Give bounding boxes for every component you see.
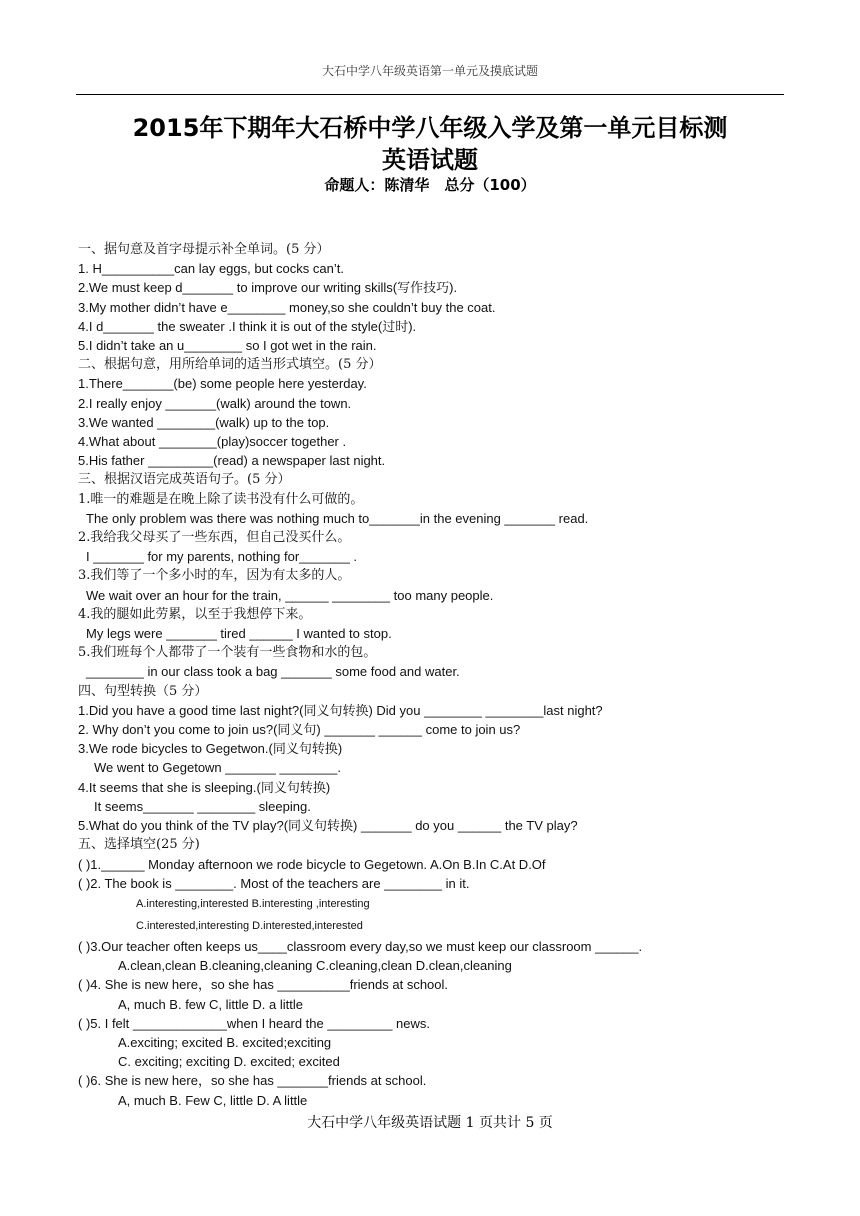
section-line: 4.我的腿如此劳累，以至于我想停下来。 [78, 606, 312, 622]
question-line: 4.It seems that she is sleeping.(同义句转换) [78, 779, 331, 795]
exam-subtitle: 英语试题 [382, 146, 478, 174]
section-line: 2.我给我父母买了一些东西，但自己没买什么。 [78, 530, 351, 546]
question-line: 4.I d_______ the sweater .I think it is out of the style(过时). [78, 318, 417, 334]
exam-body [78, 240, 778, 1110]
question-line: 5.His father _________(read) a newspaper last night. [78, 453, 386, 469]
question-line: 3.My mother didn’t have e________ money,so she couldn’t buy the coat. [78, 299, 496, 315]
question-line: ( )5. I felt _____________when I heard the _________ news. [78, 1015, 430, 1031]
question-line: 2.We must keep d_______ to improve our writing skills(写作技巧). [78, 280, 458, 296]
running-header: 大石中学八年级英语第一单元及摸底试题 [321, 64, 538, 78]
section-line: 3.我们等了一个多小时的车，因为有太多的人。 [78, 568, 351, 584]
question-line: 3.We rode bicycles to Gegetwon.(同义句转换) [78, 741, 343, 757]
question-line: A, much B. Few C, little D. A little [118, 1092, 308, 1108]
question-line: A.exciting; excited B. excited;exciting [118, 1034, 332, 1050]
question-line: ( )6. She is new here，so she has _______friends at school. [78, 1073, 427, 1089]
section-line: 一、据句意及首字母提示补全单词。(5 分） [78, 242, 330, 257]
question-line: We wait over an hour for the train, ______ ________ too many people. [86, 587, 494, 603]
section-line: 1.唯一的难题是在晚上除了读书没有什么可做的。 [78, 491, 364, 507]
question-line: C.interested,interesting D.interested,interested [136, 919, 363, 932]
question-line: 5.What do you think of the TV play?(同义句转换) _______ do you ______ the TV play? [78, 818, 578, 834]
question-line: The only problem was there was nothing much to_______in the evening _______ read. [86, 510, 589, 526]
question-line: A.clean,clean B.cleaning,cleaning C.cleaning,clean D.clean,cleaning [118, 958, 512, 974]
question-line: 1.Did you have a good time last night?(同义句转换) Did you ________ ________last night? [78, 702, 603, 718]
exam-author-score: 命题人：陈清华 总分（100） [324, 176, 536, 194]
question-line: 3.We wanted ________(walk) up to the top. [78, 414, 330, 430]
section-line: 5.我们班每个人都带了一个装有一些食物和水的包。 [78, 645, 377, 661]
question-line: ( )3.Our teacher often keeps us____classroom every day,so we must keep our classroom ______. [78, 938, 643, 954]
question-line: 2. Why don’t you come to join us?(同义句) _______ ______ come to join us? [78, 722, 521, 738]
question-line: A, much B. few C, little D. a little [118, 996, 303, 1012]
question-line: A.interesting,interested B.interesting ,interesting [136, 897, 370, 910]
question-line: ( )2. The book is ________. Most of the teachers are ________ in it. [78, 875, 470, 891]
question-line: ( )4. She is new here，so she has __________friends at school. [78, 977, 449, 993]
question-line: We went to Gegetown _______ ________. [94, 760, 341, 776]
question-line: ( )1.______ Monday afternoon we rode bicycle to Gegetown. A.On B.In C.At D.Of [78, 856, 546, 872]
header-rule [76, 94, 784, 95]
question-line: 2.I really enjoy _______(walk) around the town. [78, 395, 352, 411]
question-line: ________ in our class took a bag _______ some food and water. [86, 664, 460, 680]
section-line: 五、选择填空(25 分) [78, 837, 200, 853]
question-line: 1. H__________can lay eggs, but cocks can’t. [78, 261, 344, 277]
question-line: I _______ for my parents, nothing for_______ . [86, 549, 358, 565]
question-line: My legs were _______ tired ______ I wanted to stop. [86, 626, 392, 642]
question-line: 1.There_______(be) some people here yesterday. [78, 376, 367, 392]
page-footer: 大石中学八年级英语试题 1 页共计 5 页 [307, 1115, 553, 1131]
question-line: It seems_______ ________ sleeping. [94, 798, 311, 814]
section-line: 二、根据句意，用所给单词的适当形式填空。(5 分） [78, 357, 382, 373]
section-line: 四、句型转换（5 分） [78, 683, 208, 699]
question-line: 4.What about ________(play)soccer together . [78, 434, 347, 450]
section-line: 三、根据汉语完成英语句子。(5 分） [78, 472, 291, 488]
question-line: 5.I didn’t take an u________ so I got wet in the rain. [78, 338, 377, 354]
question-line: C. exciting; exciting D. excited; excited [118, 1054, 340, 1070]
exam-title: 2015年下期年大石桥中学八年级入学及第一单元目标测 [132, 114, 728, 142]
